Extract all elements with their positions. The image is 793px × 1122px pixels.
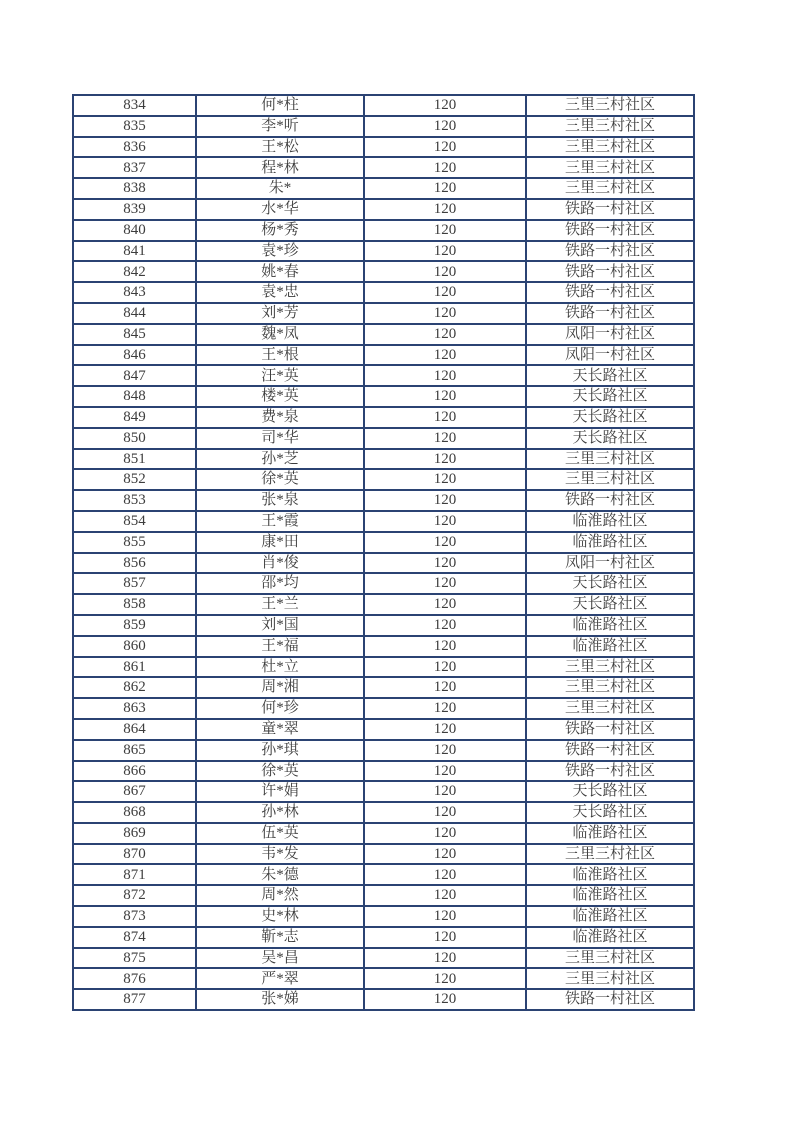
cell-amount: 120 [364,282,526,303]
cell-name: 杜*立 [196,657,364,678]
cell-community: 凤阳一村社区 [526,324,694,345]
cell-index: 874 [73,927,196,948]
cell-community: 铁路一村社区 [526,241,694,262]
cell-community: 临淮路社区 [526,615,694,636]
cell-community: 临淮路社区 [526,927,694,948]
table-row [73,927,694,948]
cell-index: 848 [73,386,196,407]
cell-name: 史*林 [196,906,364,927]
table-row [73,469,694,490]
table-row [73,740,694,761]
table-row [73,241,694,262]
cell-amount: 120 [364,116,526,137]
cell-community: 天长路社区 [526,365,694,386]
cell-name: 费*泉 [196,407,364,428]
cell-name: 徐*英 [196,469,364,490]
cell-index: 872 [73,885,196,906]
cell-amount: 120 [364,927,526,948]
table-row [73,116,694,137]
table-row [73,386,694,407]
cell-community: 天长路社区 [526,386,694,407]
cell-community: 临淮路社区 [526,885,694,906]
table-row [73,553,694,574]
cell-community: 三里三村社区 [526,95,694,116]
cell-community: 临淮路社区 [526,823,694,844]
table-row [73,636,694,657]
cell-index: 844 [73,303,196,324]
table-row [73,657,694,678]
cell-index: 867 [73,781,196,802]
cell-amount: 120 [364,989,526,1010]
cell-name: 王*霞 [196,511,364,532]
cell-amount: 120 [364,906,526,927]
table-row [73,490,694,511]
cell-index: 864 [73,719,196,740]
cell-name: 孙*琪 [196,740,364,761]
table-row [73,261,694,282]
cell-index: 841 [73,241,196,262]
cell-community: 天长路社区 [526,781,694,802]
cell-community: 临淮路社区 [526,636,694,657]
cell-community: 天长路社区 [526,573,694,594]
table-row [73,864,694,885]
cell-index: 837 [73,157,196,178]
cell-community: 三里三村社区 [526,968,694,989]
cell-community: 临淮路社区 [526,511,694,532]
cell-index: 857 [73,573,196,594]
cell-index: 855 [73,532,196,553]
cell-name: 魏*凤 [196,324,364,345]
cell-amount: 120 [364,553,526,574]
cell-name: 汪*英 [196,365,364,386]
cell-community: 铁路一村社区 [526,761,694,782]
table-row [73,844,694,865]
cell-index: 843 [73,282,196,303]
cell-community: 三里三村社区 [526,469,694,490]
cell-index: 836 [73,137,196,158]
cell-name: 司*华 [196,428,364,449]
cell-index: 846 [73,345,196,366]
cell-name: 张*泉 [196,490,364,511]
cell-amount: 120 [364,761,526,782]
cell-name: 许*娟 [196,781,364,802]
cell-community: 天长路社区 [526,594,694,615]
cell-name: 水*华 [196,199,364,220]
cell-amount: 120 [364,594,526,615]
cell-index: 875 [73,948,196,969]
cell-amount: 120 [364,948,526,969]
cell-index: 842 [73,261,196,282]
cell-community: 天长路社区 [526,428,694,449]
cell-amount: 120 [364,178,526,199]
cell-index: 860 [73,636,196,657]
cell-name: 徐*英 [196,761,364,782]
cell-community: 铁路一村社区 [526,490,694,511]
table-row [73,719,694,740]
cell-name: 康*田 [196,532,364,553]
cell-amount: 120 [364,95,526,116]
cell-index: 866 [73,761,196,782]
cell-community: 三里三村社区 [526,698,694,719]
cell-name: 刘*芳 [196,303,364,324]
table-row [73,365,694,386]
cell-index: 858 [73,594,196,615]
cell-name: 朱*德 [196,864,364,885]
cell-community: 三里三村社区 [526,677,694,698]
cell-index: 854 [73,511,196,532]
cell-community: 三里三村社区 [526,844,694,865]
cell-name: 伍*英 [196,823,364,844]
cell-index: 869 [73,823,196,844]
cell-name: 王*松 [196,137,364,158]
cell-amount: 120 [364,823,526,844]
cell-amount: 120 [364,241,526,262]
cell-index: 862 [73,677,196,698]
table-row [73,823,694,844]
cell-community: 铁路一村社区 [526,740,694,761]
cell-index: 853 [73,490,196,511]
cell-amount: 120 [364,303,526,324]
cell-name: 袁*忠 [196,282,364,303]
cell-amount: 120 [364,698,526,719]
cell-name: 邵*均 [196,573,364,594]
table-row [73,220,694,241]
cell-community: 临淮路社区 [526,906,694,927]
table-row [73,781,694,802]
cell-name: 楼*英 [196,386,364,407]
cell-index: 851 [73,449,196,470]
cell-name: 杨*秀 [196,220,364,241]
cell-name: 孙*林 [196,802,364,823]
table-row [73,802,694,823]
table-row [73,573,694,594]
cell-amount: 120 [364,532,526,553]
cell-amount: 120 [364,677,526,698]
cell-name: 王*根 [196,345,364,366]
cell-index: 840 [73,220,196,241]
table-row [73,178,694,199]
cell-amount: 120 [364,407,526,428]
table-row [73,157,694,178]
table-row [73,968,694,989]
cell-amount: 120 [364,802,526,823]
cell-amount: 120 [364,864,526,885]
cell-index: 865 [73,740,196,761]
table-row [73,948,694,969]
table-row [73,324,694,345]
cell-community: 铁路一村社区 [526,261,694,282]
cell-amount: 120 [364,968,526,989]
cell-name: 吴*昌 [196,948,364,969]
cell-index: 873 [73,906,196,927]
cell-name: 王*兰 [196,594,364,615]
cell-amount: 120 [364,573,526,594]
cell-index: 871 [73,864,196,885]
cell-amount: 120 [364,449,526,470]
cell-community: 铁路一村社区 [526,719,694,740]
cell-community: 铁路一村社区 [526,989,694,1010]
table-row [73,698,694,719]
cell-amount: 120 [364,261,526,282]
cell-name: 朱* [196,178,364,199]
cell-name: 王*福 [196,636,364,657]
table-row [73,95,694,116]
table-row [73,345,694,366]
cell-name: 何*珍 [196,698,364,719]
cell-amount: 120 [364,137,526,158]
cell-community: 临淮路社区 [526,532,694,553]
cell-name: 孙*芝 [196,449,364,470]
cell-community: 三里三村社区 [526,948,694,969]
cell-name: 肖*俊 [196,553,364,574]
cell-community: 铁路一村社区 [526,199,694,220]
cell-community: 天长路社区 [526,802,694,823]
cell-amount: 120 [364,740,526,761]
cell-community: 三里三村社区 [526,157,694,178]
cell-index: 835 [73,116,196,137]
cell-amount: 120 [364,511,526,532]
table-row [73,532,694,553]
cell-index: 861 [73,657,196,678]
cell-amount: 120 [364,345,526,366]
cell-index: 845 [73,324,196,345]
cell-index: 852 [73,469,196,490]
cell-index: 870 [73,844,196,865]
table-row [73,906,694,927]
cell-name: 韦*发 [196,844,364,865]
cell-amount: 120 [364,386,526,407]
cell-name: 童*翠 [196,719,364,740]
table-row [73,511,694,532]
cell-community: 三里三村社区 [526,657,694,678]
table-row [73,303,694,324]
cell-community: 三里三村社区 [526,137,694,158]
cell-index: 876 [73,968,196,989]
table-row [73,282,694,303]
cell-amount: 120 [364,365,526,386]
table-row [73,761,694,782]
cell-index: 849 [73,407,196,428]
cell-name: 姚*春 [196,261,364,282]
table-row [73,594,694,615]
cell-index: 859 [73,615,196,636]
cell-name: 李*听 [196,116,364,137]
cell-amount: 120 [364,428,526,449]
cell-name: 靳*志 [196,927,364,948]
cell-community: 铁路一村社区 [526,303,694,324]
cell-index: 856 [73,553,196,574]
table-row [73,137,694,158]
cell-community: 三里三村社区 [526,449,694,470]
cell-name: 何*柱 [196,95,364,116]
cell-community: 铁路一村社区 [526,282,694,303]
table-row [73,615,694,636]
cell-amount: 120 [364,324,526,345]
cell-name: 刘*国 [196,615,364,636]
cell-amount: 120 [364,657,526,678]
cell-amount: 120 [364,885,526,906]
table-row [73,407,694,428]
cell-community: 天长路社区 [526,407,694,428]
table-body [73,95,694,1010]
cell-community: 三里三村社区 [526,178,694,199]
cell-name: 周*然 [196,885,364,906]
cell-index: 863 [73,698,196,719]
cell-index: 850 [73,428,196,449]
table-row [73,449,694,470]
cell-community: 铁路一村社区 [526,220,694,241]
cell-amount: 120 [364,615,526,636]
cell-name: 袁*珍 [196,241,364,262]
cell-amount: 120 [364,719,526,740]
cell-amount: 120 [364,469,526,490]
recipient-table [72,94,695,1011]
cell-amount: 120 [364,157,526,178]
cell-amount: 120 [364,636,526,657]
cell-name: 程*林 [196,157,364,178]
cell-amount: 120 [364,220,526,241]
cell-amount: 120 [364,844,526,865]
cell-index: 847 [73,365,196,386]
table-row [73,989,694,1010]
cell-amount: 120 [364,199,526,220]
cell-community: 临淮路社区 [526,864,694,885]
cell-index: 877 [73,989,196,1010]
table-row [73,885,694,906]
table-row [73,428,694,449]
cell-community: 凤阳一村社区 [526,345,694,366]
cell-community: 三里三村社区 [526,116,694,137]
cell-name: 周*湘 [196,677,364,698]
cell-index: 838 [73,178,196,199]
cell-amount: 120 [364,781,526,802]
cell-name: 张*娣 [196,989,364,1010]
cell-index: 839 [73,199,196,220]
table-row [73,199,694,220]
cell-name: 严*翠 [196,968,364,989]
cell-amount: 120 [364,490,526,511]
cell-index: 868 [73,802,196,823]
cell-index: 834 [73,95,196,116]
table-row [73,677,694,698]
cell-community: 凤阳一村社区 [526,553,694,574]
